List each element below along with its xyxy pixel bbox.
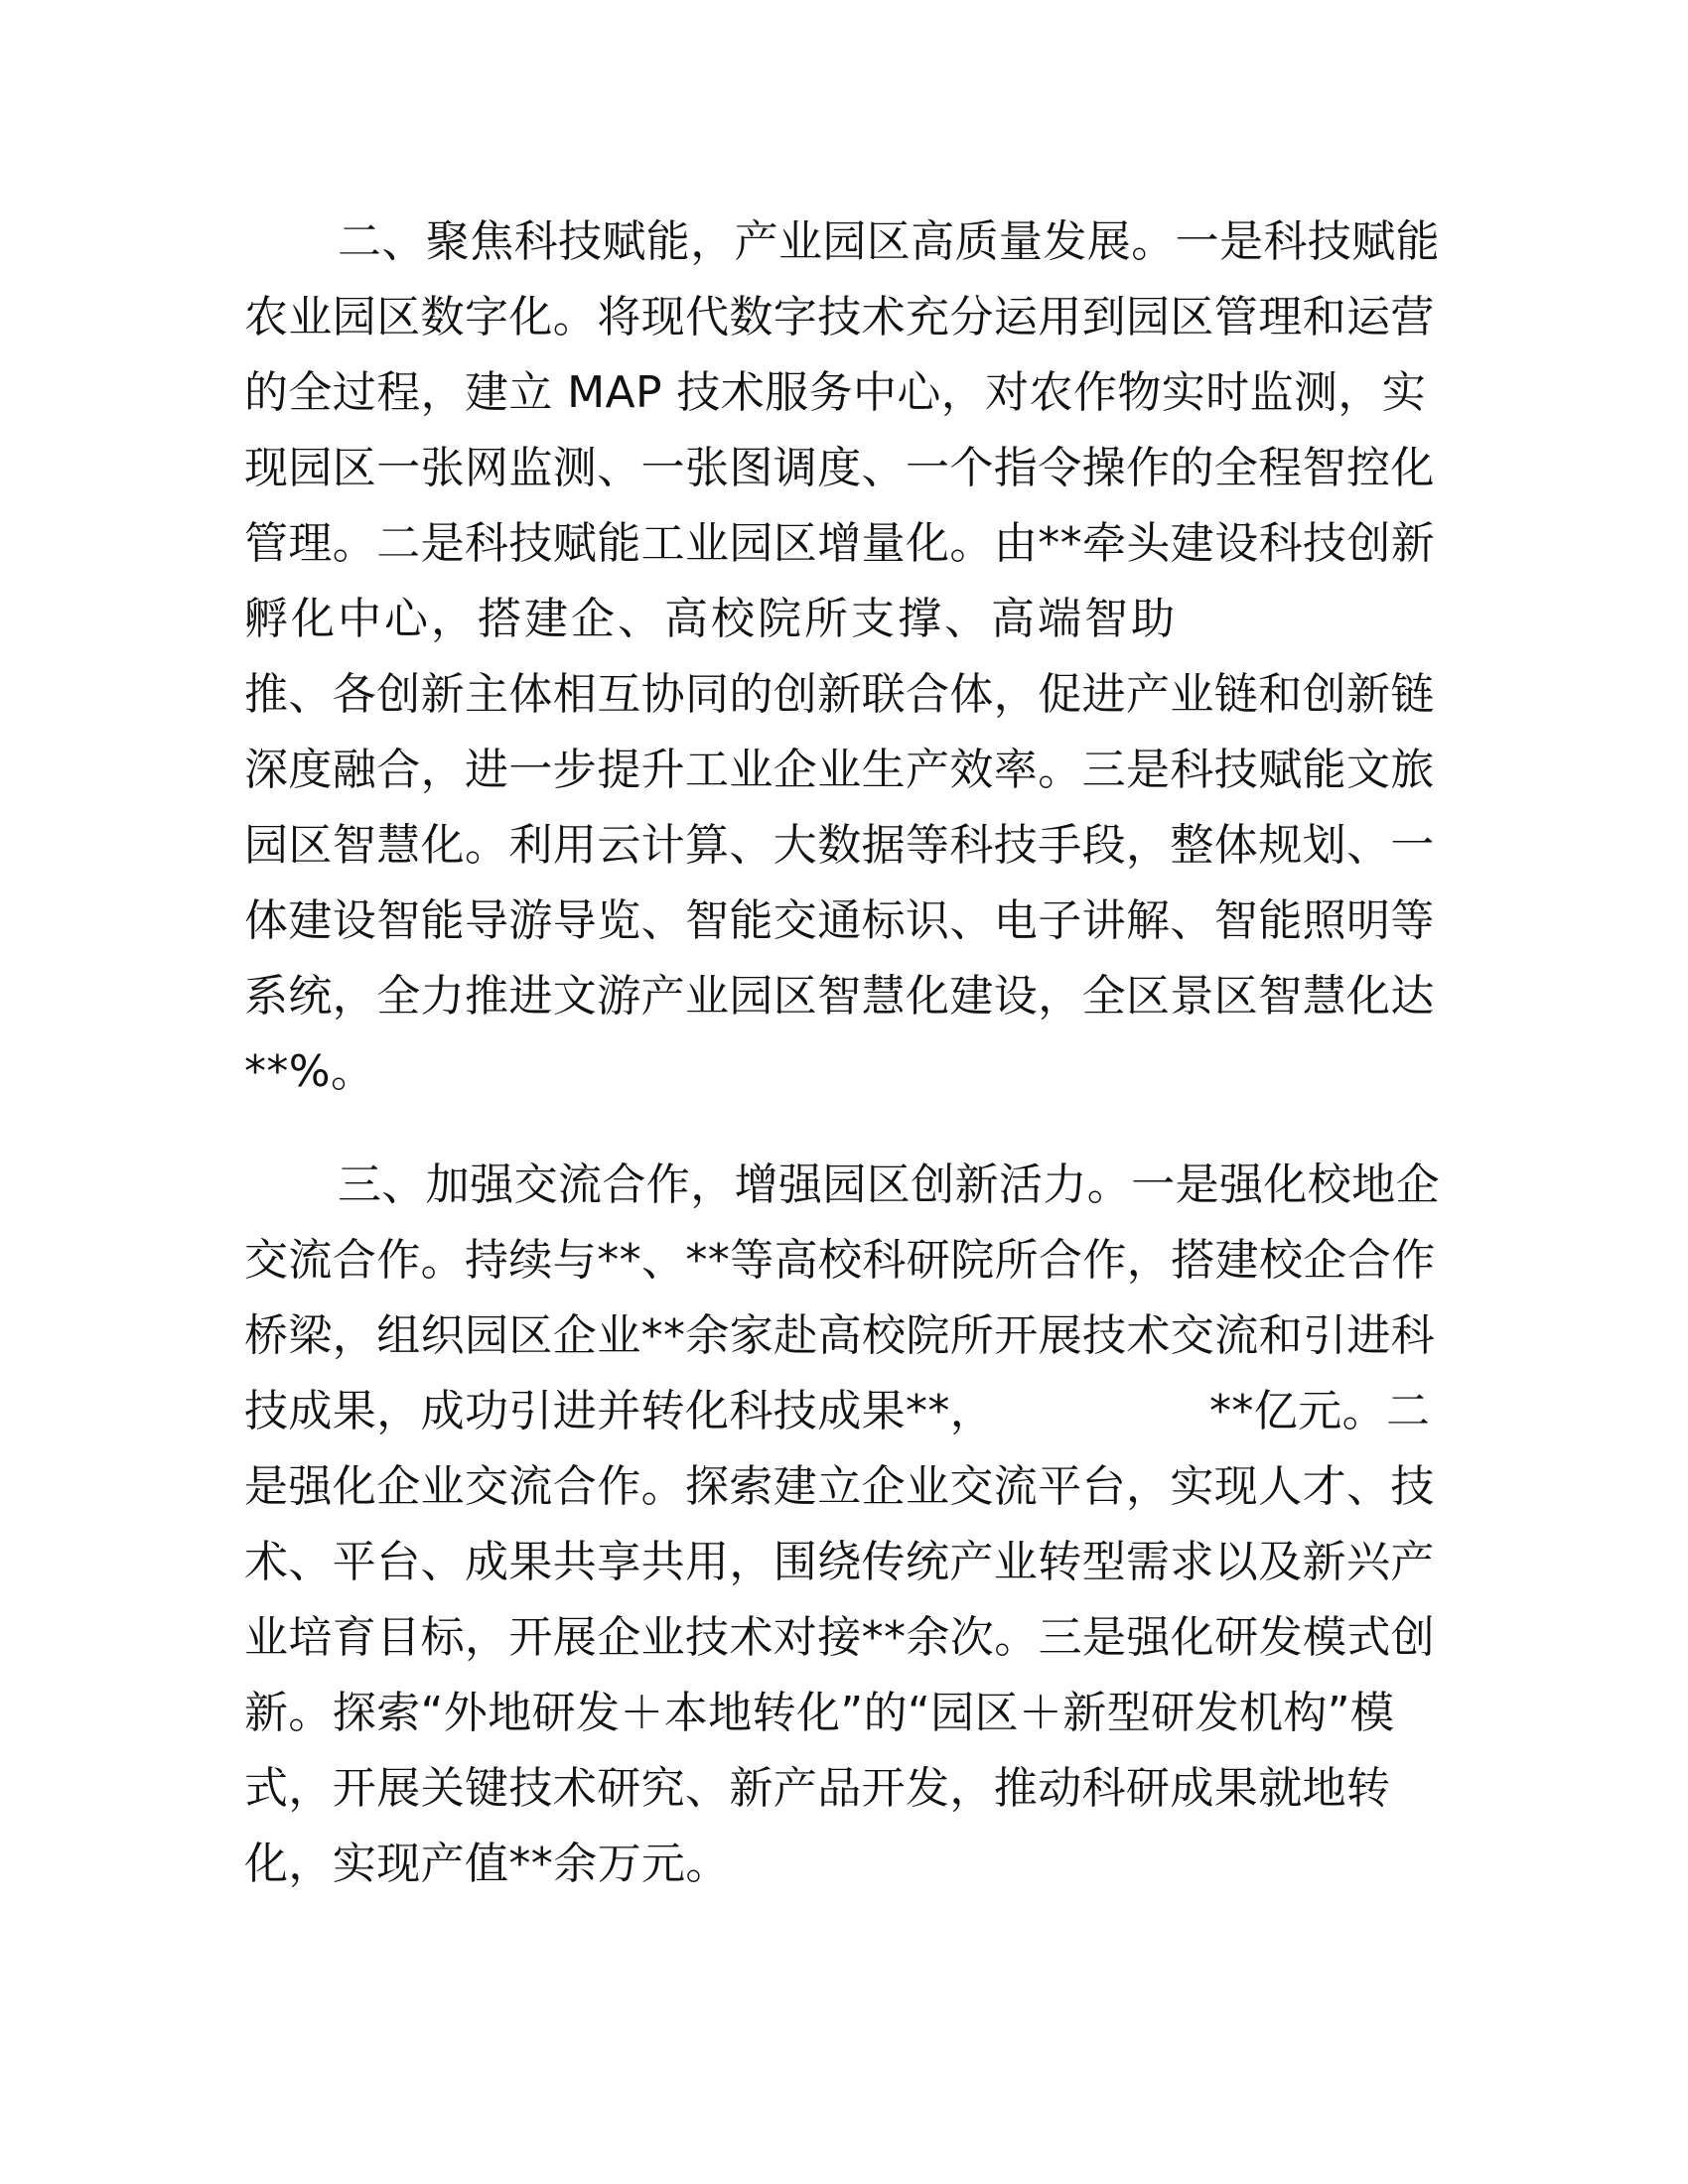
text-line: 孵化中心，搭建企、高校院所支撑、高端智助 (244, 594, 1178, 644)
text-line: 体建设智能导游导览、智能交通标识、电子讲解、智能照明等 (244, 895, 1435, 946)
text-line: 交流合作。持续与**、**等高校科研院所合作，搭建校企合作 (244, 1235, 1436, 1286)
text-line: 式，开展关键技术研究、新产品开发，推动科研成果就地转 (244, 1763, 1391, 1814)
text-line: 的全过程，建立 MAP 技术服务中心，对农作物实时监测，实 (244, 367, 1427, 418)
text-line: 化，实现产值**余万元。 (244, 1839, 730, 1889)
text-line: 技成果，成功引进并转化科技成果**， (244, 1386, 995, 1436)
text-line: 深度融合，进一步提升工业企业生产效率。三是科技赋能文旅 (244, 745, 1435, 795)
text-line: 业培育目标，开展企业技术对接**余次。三是强化研发模式创 (244, 1612, 1436, 1663)
text-line: 管理。二是科技赋能工业园区增量化。由**牵头建设科技创新 (244, 518, 1436, 569)
text-line-end: **亿元。二 (1209, 1386, 1431, 1436)
text-line: 园区智慧化。利用云计算、大数据等科技手段，整体规划、一 (244, 820, 1435, 871)
text-line: 推、各创新主体相互协同的创新联合体，促进产业链和创新链 (244, 669, 1435, 720)
text-line: 二、聚焦科技赋能，产业园区高质量发展。一是科技赋能 (338, 216, 1440, 267)
text-line: 是强化企业交流合作。探索建立企业交流平台，实现人才、技 (244, 1461, 1435, 1512)
text-line: 现园区一张网监测、一张图调度、一个指令操作的全程智控化 (244, 443, 1435, 493)
text-line: **%。 (244, 1046, 375, 1097)
text-line: 三、加强交流合作，增强园区创新活力。一是强化校地企 (338, 1160, 1440, 1210)
text-line: 桥梁，组织园区企业**余家赴高校院所开展技术交流和引进科 (244, 1310, 1436, 1361)
text-line: 农业园区数字化。将现代数字技术充分运用到园区管理和运营 (244, 292, 1435, 342)
text-line: 新。探索“外地研发＋本地转化”的“园区＋新型研发机构”模 (244, 1688, 1395, 1738)
text-line: 术、平台、成果共享共用，围绕传统产业转型需求以及新兴产 (244, 1537, 1435, 1587)
text-line: 系统，全力推进文游产业园区智慧化建设，全区景区智慧化达 (244, 971, 1435, 1022)
